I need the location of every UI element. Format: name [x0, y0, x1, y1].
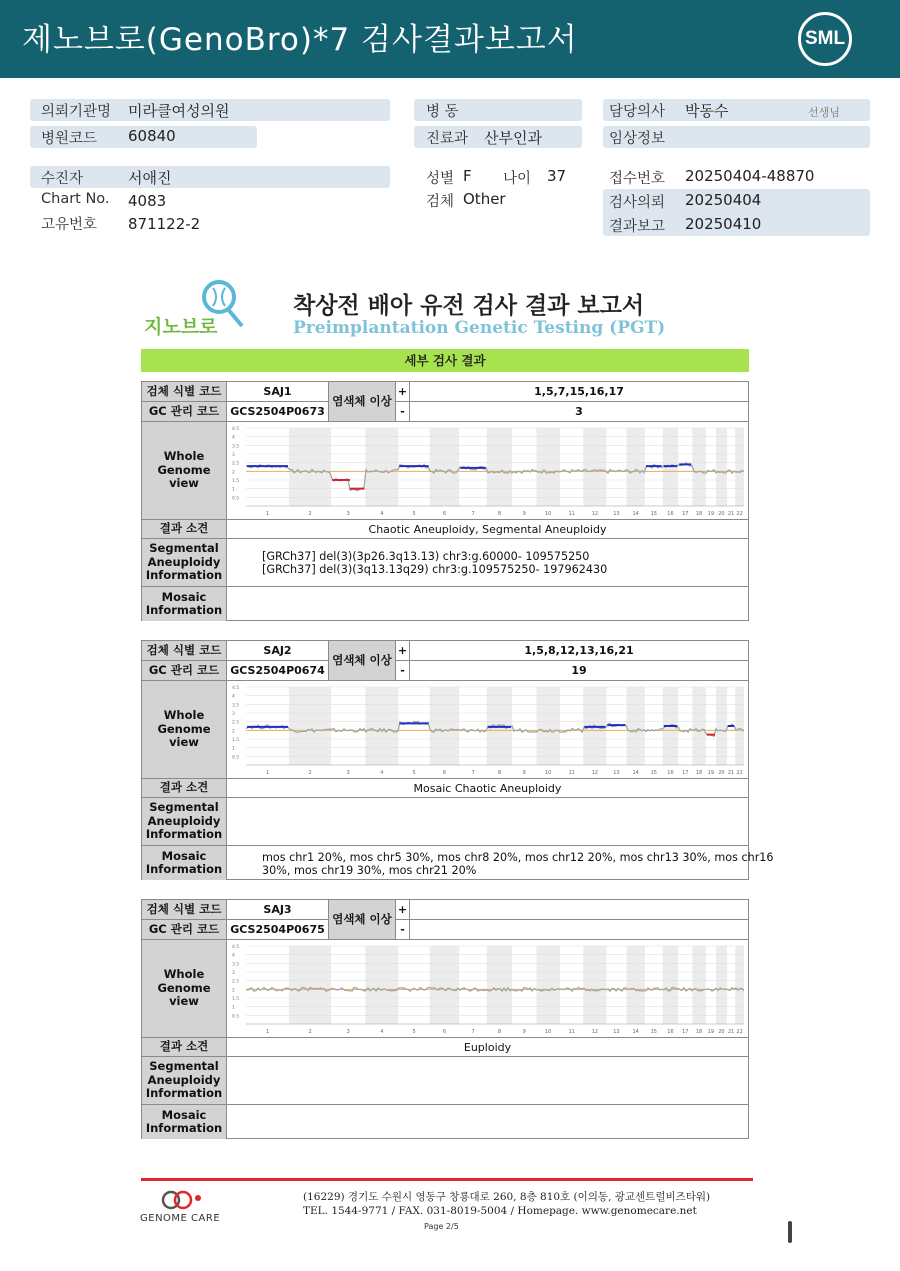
section-title: 세부 검사 결과: [141, 349, 749, 372]
receipt-value: 20250404-48870: [685, 167, 815, 185]
row-border: [142, 797, 748, 798]
x-tick-label: 11: [568, 1029, 575, 1035]
contact-line: TEL. 1544-9771 / FAX. 031-8019-5004 / Homepage. www.genomecare.net: [303, 1205, 697, 1217]
chromosome-band: [692, 428, 705, 506]
y-tick-label: 1: [232, 1005, 235, 1011]
chromosome-band: [430, 428, 460, 506]
page-number: Page 2/5: [424, 1222, 459, 1231]
whole-genome-label: Whole Genome view: [142, 681, 227, 778]
chromosome-band: [716, 687, 727, 765]
x-tick-label: 2: [308, 770, 312, 776]
sample-code-value: SAJ3: [263, 903, 292, 916]
sample-code-label: 검체 식별 코드: [142, 382, 227, 401]
doctor-suffix: 선생님: [808, 106, 840, 119]
finding-label: 결과 소견: [142, 779, 227, 797]
y-tick-label: 4.5: [232, 686, 240, 691]
logo-ring: [204, 282, 234, 312]
sample-code-label: 검체 식별 코드: [142, 641, 227, 660]
header-bar: [0, 0, 900, 78]
sample-code-label: 검체 식별 코드: [142, 900, 227, 919]
chromosome-band: [289, 687, 331, 765]
segmental-line: [GRCh37] del(3)(3q13.13q29) chr3:g.109575250- 197962430: [262, 563, 608, 576]
address-line: (16229) 경기도 수원시 영동구 창룡대로 260, 8층 810호 (이의동, 광교센트럴비즈타워): [303, 1191, 711, 1203]
y-tick-label: 4: [232, 953, 235, 959]
x-tick-label: 13: [613, 770, 620, 776]
x-tick-label: 7: [471, 770, 475, 776]
x-tick-label: 13: [613, 1029, 620, 1035]
chromosome-band: [663, 946, 679, 1024]
y-tick-label: 0.5: [232, 496, 240, 502]
x-tick-label: 6: [442, 1029, 447, 1035]
logo-circle-right: [175, 1192, 191, 1208]
x-tick-label: 19: [707, 770, 715, 776]
x-tick-label: 5: [412, 770, 416, 776]
chromosome-band: [289, 946, 331, 1024]
y-tick-label: 3.5: [232, 962, 240, 968]
finding-value: Chaotic Aneuploidy, Segmental Aneuploidy: [368, 522, 607, 536]
x-tick-label: 20: [718, 1029, 725, 1035]
x-tick-label: 9: [522, 770, 526, 776]
sample-block: [141, 381, 749, 621]
x-tick-label: 12: [591, 1029, 599, 1035]
chromosome-band: [626, 946, 645, 1024]
plus-sign: +: [396, 900, 410, 919]
loss-chromosomes: 3: [575, 405, 583, 418]
x-tick-label: 1: [265, 770, 270, 776]
x-tick-label: 5: [412, 511, 416, 517]
y-tick-label: 3.5: [232, 703, 240, 709]
whole-genome-chart: [230, 683, 748, 777]
chromosome-band: [735, 428, 744, 506]
x-tick-label: 16: [667, 511, 674, 517]
report-subtitle: Preimplantation Genetic Testing (PGT): [293, 318, 666, 338]
sample-block: [141, 640, 774, 880]
x-tick-label: 2: [308, 1029, 312, 1035]
sex-value: F: [463, 167, 472, 185]
x-tick-label: 14: [632, 770, 639, 776]
x-tick-label: 18: [695, 770, 703, 776]
hospital-label: 의뢰기관명: [41, 104, 112, 120]
finding-label: 결과 소견: [142, 1038, 227, 1056]
mosaic-line: 30%, mos chr19 30%, mos chr21 20%: [262, 864, 477, 877]
request-value: 20250404: [685, 191, 762, 209]
row-border: [142, 421, 748, 422]
sml-logo: [798, 12, 852, 66]
x-tick-label: 14: [632, 511, 639, 517]
y-tick-label: 3: [232, 712, 235, 717]
company-name: GENOME CARE: [140, 1213, 221, 1224]
x-tick-label: 21: [727, 511, 735, 517]
gain-chromosomes: 1,5,7,15,16,17: [534, 385, 624, 398]
clinical-label: 임상정보: [609, 131, 666, 147]
segmental-label: Segmental Aneuploidy Information: [142, 539, 227, 586]
chromosome-band: [692, 687, 705, 765]
x-tick-label: 3: [346, 770, 350, 776]
receipt-label: 접수번호: [609, 171, 666, 187]
gc-code-value: GCS2504P0675: [230, 923, 325, 936]
x-tick-label: 21: [727, 1029, 735, 1035]
x-tick-label: 1: [265, 1029, 270, 1035]
loss-chromosomes: 19: [571, 664, 587, 677]
x-tick-label: 4: [380, 511, 384, 517]
x-tick-label: 10: [545, 770, 552, 776]
y-tick-label: 2: [232, 470, 235, 476]
ward-label: 병 동: [426, 104, 459, 120]
chromosome-band: [365, 428, 398, 506]
x-tick-label: 1: [265, 511, 270, 517]
y-tick-label: 4.5: [232, 427, 240, 432]
id-label: 고유번호: [41, 217, 98, 233]
x-tick-label: 8: [497, 770, 502, 776]
x-tick-label: 22: [736, 1029, 743, 1035]
logo-dot: [195, 1195, 201, 1201]
chromosome-band: [536, 687, 560, 765]
segmental-line: [GRCh37] del(3)(3p26.3q13.13) chr3:g.60000- 109575250: [262, 550, 590, 563]
row-border: [142, 680, 748, 681]
chromosome-band: [536, 946, 560, 1024]
finding-label: 결과 소견: [142, 520, 227, 538]
x-tick-label: 22: [736, 511, 743, 517]
x-tick-label: 8: [497, 511, 502, 517]
logo-text: 지노브로: [144, 316, 218, 338]
x-tick-label: 16: [667, 1029, 674, 1035]
minus-sign: -: [396, 402, 410, 421]
y-tick-label: 1.5: [232, 997, 240, 1002]
whole-genome-label: Whole Genome view: [142, 422, 227, 519]
x-tick-label: 9: [522, 511, 526, 517]
plus-sign: +: [396, 382, 410, 401]
x-tick-label: 9: [522, 1029, 526, 1035]
specimen-label: 검체: [426, 194, 455, 210]
y-tick-label: 3.5: [232, 444, 240, 450]
report-label: 결과보고: [609, 219, 666, 235]
plus-sign: +: [396, 641, 410, 660]
row-border: [142, 586, 748, 587]
age-label: 나이: [503, 171, 532, 187]
x-tick-label: 10: [545, 1029, 552, 1035]
chromosome-band: [487, 428, 512, 506]
mosaic-line: mos chr1 20%, mos chr5 30%, mos chr8 20%, mos chr12 20%, mos chr13 30%, mos chr16: [262, 851, 774, 864]
y-tick-label: 1: [232, 746, 235, 752]
magnifier-handle: [227, 308, 242, 326]
x-tick-label: 12: [591, 511, 599, 517]
y-tick-label: 0.5: [232, 1014, 240, 1020]
x-tick-label: 16: [667, 770, 674, 776]
mosaic-info: [262, 851, 774, 877]
sml-logo-text: SML: [804, 28, 846, 49]
chromosome-band: [716, 946, 727, 1024]
abnormal-label: 염색체 이상: [328, 641, 396, 680]
chromosome-band: [626, 687, 645, 765]
segmental-label: Segmental Aneuploidy Information: [142, 1057, 227, 1104]
page-title: 제노브로(GenoBro)*7 검사결과보고서: [22, 22, 578, 58]
sample-code-value: SAJ2: [263, 644, 292, 657]
x-tick-label: 10: [545, 511, 552, 517]
specimen-value: Other: [463, 190, 506, 208]
chromosome-band: [365, 946, 398, 1024]
dna-icon: [213, 288, 225, 306]
y-tick-label: 2.5: [232, 461, 240, 467]
x-tick-label: 21: [727, 770, 735, 776]
chromosome-band: [289, 428, 331, 506]
chromosome-band: [735, 946, 744, 1024]
sample-code-value: SAJ1: [263, 385, 292, 398]
x-tick-label: 22: [736, 770, 743, 776]
x-tick-label: 19: [707, 1029, 715, 1035]
x-tick-label: 15: [650, 770, 657, 776]
row-border: [142, 1104, 748, 1105]
x-tick-label: 15: [650, 511, 657, 517]
x-tick-label: 3: [346, 1029, 350, 1035]
x-tick-label: 20: [718, 511, 725, 517]
scroll-mark: [788, 1221, 792, 1243]
x-tick-label: 11: [568, 511, 575, 517]
y-tick-label: 3: [232, 971, 235, 976]
patient-value: 서애진: [128, 169, 172, 187]
chromosome-band: [487, 946, 512, 1024]
gc-code-value: GCS2504P0673: [230, 405, 325, 418]
x-tick-label: 17: [682, 770, 689, 776]
hospcode-value: 60840: [128, 127, 176, 145]
abnormal-label: 염색체 이상: [328, 382, 396, 421]
chromosome-band: [626, 428, 645, 506]
gain-chromosomes: [410, 900, 748, 919]
minus-sign: -: [396, 920, 410, 939]
report-value: 20250410: [685, 215, 762, 233]
footer-address: [303, 1190, 710, 1218]
finding-value: Euploidy: [463, 1040, 512, 1054]
segmental-info: [262, 550, 607, 576]
chart-label: Chart No.: [41, 191, 110, 207]
x-tick-label: 4: [380, 770, 384, 776]
whole-genome-label: Whole Genome view: [142, 940, 227, 1037]
chromosome-band: [365, 687, 398, 765]
x-tick-label: 17: [682, 1029, 689, 1035]
y-tick-label: 0.5: [232, 755, 240, 761]
x-tick-label: 3: [346, 511, 350, 517]
x-tick-label: 11: [568, 770, 575, 776]
gc-code-label: GC 관리 코드: [142, 402, 227, 421]
gc-code-label: GC 관리 코드: [142, 920, 227, 939]
patient-label: 수진자: [41, 171, 84, 187]
genobro-logo: [142, 280, 252, 340]
chromosome-band: [583, 428, 606, 506]
doctor-label: 담당의사: [609, 104, 666, 120]
x-tick-label: 19: [707, 511, 715, 517]
x-tick-label: 12: [591, 770, 599, 776]
x-tick-label: 18: [695, 1029, 703, 1035]
hospcode-label: 병원코드: [41, 131, 98, 147]
request-label: 검사의뢰: [609, 195, 666, 211]
row-border: [142, 845, 748, 846]
row-border: [142, 538, 748, 539]
report-title: 착상전 배아 유전 검사 결과 보고서: [293, 293, 645, 319]
x-tick-label: 14: [632, 1029, 639, 1035]
x-tick-label: 4: [380, 1029, 384, 1035]
y-tick-label: 4.5: [232, 945, 240, 950]
minus-sign: -: [396, 661, 410, 680]
x-tick-label: 15: [650, 1029, 657, 1035]
y-tick-label: 4: [232, 694, 235, 700]
y-tick-label: 2.5: [232, 979, 240, 985]
chromosome-band: [536, 428, 560, 506]
chromosome-band: [430, 946, 460, 1024]
whole-genome-chart: [230, 424, 748, 518]
row-border: [142, 1056, 748, 1057]
id-value: 871122-2: [128, 215, 201, 233]
mosaic-label: Mosaic Information: [142, 1105, 227, 1139]
dept-value: 산부인과: [484, 129, 542, 147]
gain-chromosomes: 1,5,8,12,13,16,21: [524, 644, 634, 657]
x-tick-label: 17: [682, 511, 689, 517]
info-bar-patient: [30, 166, 390, 188]
y-tick-label: 1.5: [232, 479, 240, 484]
hospital-value: 미라클여성의원: [128, 102, 230, 120]
age-value: 37: [547, 167, 567, 185]
chromosome-band: [735, 687, 744, 765]
sample-block: [141, 899, 749, 1139]
gc-code-label: GC 관리 코드: [142, 661, 227, 680]
x-tick-label: 2: [308, 511, 312, 517]
y-tick-label: 1: [232, 487, 235, 493]
chromosome-band: [430, 687, 460, 765]
x-tick-label: 13: [613, 511, 620, 517]
mosaic-label: Mosaic Information: [142, 846, 227, 880]
segmental-label: Segmental Aneuploidy Information: [142, 798, 227, 845]
x-tick-label: 7: [471, 1029, 475, 1035]
chromosome-band: [692, 946, 705, 1024]
x-tick-label: 8: [497, 1029, 502, 1035]
y-tick-label: 2: [232, 988, 235, 994]
y-tick-label: 2.5: [232, 720, 240, 726]
x-tick-label: 6: [442, 511, 447, 517]
finding-value: Mosaic Chaotic Aneuploidy: [413, 781, 562, 795]
abnormal-label: 염색체 이상: [328, 900, 396, 939]
chart-value: 4083: [128, 192, 167, 210]
y-tick-label: 3: [232, 453, 235, 458]
x-tick-label: 7: [471, 511, 475, 517]
y-tick-label: 4: [232, 435, 235, 441]
mosaic-label: Mosaic Information: [142, 587, 227, 621]
row-border: [142, 939, 748, 940]
y-tick-label: 2: [232, 729, 235, 735]
x-tick-label: 6: [442, 770, 447, 776]
footer-divider: [141, 1178, 753, 1181]
doctor-value: 박동수: [685, 102, 729, 120]
loss-chromosomes: [410, 920, 748, 939]
dept-label: 진료과: [426, 131, 469, 147]
gc-code-value: GCS2504P0674: [230, 664, 325, 677]
chromosome-band: [716, 428, 727, 506]
chromosome-band: [583, 946, 606, 1024]
x-tick-label: 20: [718, 770, 725, 776]
x-tick-label: 18: [695, 511, 703, 517]
y-tick-label: 1.5: [232, 738, 240, 743]
sex-label: 성별: [426, 171, 455, 187]
whole-genome-chart: [230, 942, 748, 1036]
x-tick-label: 5: [412, 1029, 416, 1035]
